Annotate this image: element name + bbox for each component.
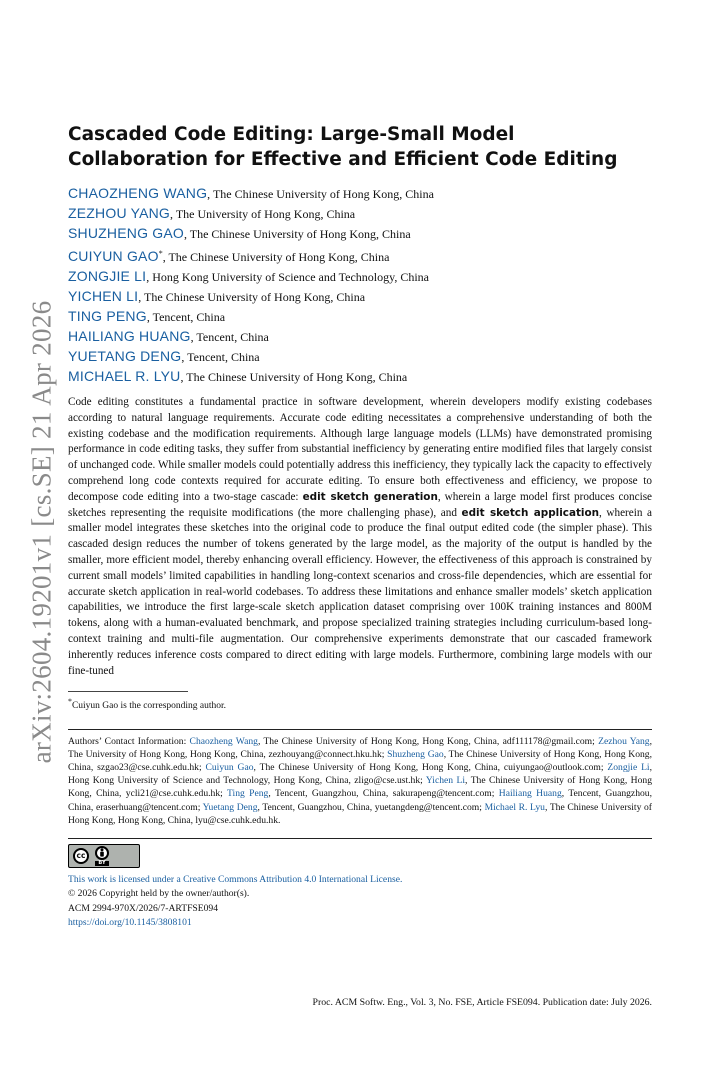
arxiv-sidebar <box>22 272 62 792</box>
cc-by-license-badge[interactable] <box>68 844 140 868</box>
author-entry <box>68 327 652 347</box>
contact-author-link[interactable]: Shuzheng Gao <box>387 748 444 760</box>
author-affiliation: , Hong Kong University of Science and Technology, China <box>146 270 430 284</box>
contact-author-link[interactable]: Yuetang Deng <box>202 801 258 813</box>
author-affiliation: , Tencent, China <box>146 310 226 324</box>
contact-text: , Tencent, Guangzhou, China, yuetangdeng@tencent.com; <box>257 801 485 813</box>
abstract-bold-term: edit sketch generation <box>302 490 438 503</box>
contact-text: Authors’ Contact Information: <box>68 735 190 747</box>
author-entry <box>68 204 652 224</box>
footnote-mark: * <box>68 697 72 707</box>
author-entry <box>68 367 652 387</box>
paper-title: Cascaded Code Editing: Large-Small Model Collaboration for Effective and Efficient Code Editing <box>68 124 618 170</box>
contact-text: , The Chinese University of Hong Kong, Hong Kong, China, adf111178@gmail.com; <box>257 735 599 747</box>
author-affiliation: , The Chinese University of Hong Kong, China <box>183 227 411 241</box>
author-entry <box>68 347 652 367</box>
author-name[interactable]: CHAOZHENG WANG <box>68 185 208 201</box>
contact-text: , The University of Hong Kong, Hong Kong, China, zezhouyang@connect.hku.hk; <box>68 735 653 760</box>
author-name[interactable]: YICHEN LI <box>68 288 139 304</box>
copyright-line: © 2026 Copyright held by the owner/author(s). <box>68 888 250 900</box>
running-footer: Proc. ACM Softw. Eng., Vol. 3, No. FSE, Article FSE094. Publication date: July 2026. <box>312 997 652 1008</box>
author-name[interactable]: ZONGJIE LI <box>68 268 147 284</box>
contact-text: , Hong Kong University of Science and Technology, Hong Kong, China, zligo@cse.ust.hk; <box>68 761 652 787</box>
author-name[interactable]: SHUZHENG GAO <box>68 225 184 241</box>
abstract-text: , wherein a smaller model integrates these sketches into the original code to produce the final output edited code (the simpler phase). This cascaded design reduces the number of tokens generated by the large model, as the majority of the output is handled by the smaller, more efficient model, thereby enhancing overall efficiency. However, the effectiveness of this approach is constrained by current small models’ limited capabilities in handling long-context scenarios and cross-file dependencies, which are essential for accurate sketch application in real-world codebases. To address these limitations and enhance smaller models’ sketch application capabilities, we introduce the first large-scale sketch application dataset comprising over 100K training instances and 800M tokens, along with a human-evaluated benchmark, and propose specialized training strategies including curriculum-based long-context training and multi-file augmentation. Our comprehensive experiments demonstrate that our cascaded framework inherently reduces inference costs compared to direct editing with large models. Furthermore, combining large models with our fine-tuned <box>68 506 653 677</box>
author-affiliation: , The Chinese University of Hong Kong, China <box>207 187 434 201</box>
contact-author-link[interactable]: Zongjie Li <box>607 761 650 773</box>
acm-identifier: ACM 2994-970X/2026/7-ARTFSE094 <box>68 902 219 914</box>
author-name[interactable]: TING PENG <box>68 308 147 324</box>
contact-author-link[interactable]: Michael R. Lyu <box>484 801 545 813</box>
contact-text: , The Chinese University of Hong Kong, Hong Kong, China, cuiyungao@outlook.com; <box>253 761 608 773</box>
author-name[interactable]: MICHAEL R. LYU <box>68 368 181 384</box>
contact-author-link[interactable]: Chaozheng Wang <box>189 735 258 747</box>
contact-text: , The Chinese University of Hong Kong, Hong Kong, China, ycli21@cse.cuhk.edu.hk; <box>68 775 652 800</box>
cc-icon: cc <box>73 848 89 864</box>
author-list <box>68 184 652 387</box>
contact-author-link[interactable]: Cuiyun Gao <box>205 761 254 773</box>
abstract-text: , wherein a large model first produces concise sketches representing the requisite modifications (the more challenging phase), and <box>68 490 653 519</box>
author-affiliation: , Tencent, China <box>181 350 260 364</box>
contact-author-link[interactable]: Ting Peng <box>227 788 269 800</box>
contact-author-link[interactable]: Zezhou Yang <box>598 735 650 747</box>
author-contact-information <box>68 735 652 827</box>
author-name[interactable]: ZEZHOU YANG <box>68 205 171 221</box>
contact-text: , Tencent, Guangzhou, China, sakurapeng@tencent.com; <box>268 788 499 800</box>
author-entry <box>68 267 652 287</box>
corresponding-author-mark: * <box>158 249 163 258</box>
author-affiliation: , The Chinese University of Hong Kong, China <box>162 250 390 264</box>
license-info <box>68 873 652 931</box>
license-rule <box>68 838 652 839</box>
attribution-person-icon <box>95 846 109 860</box>
contact-text: , Tencent, Guangzhou, China, eraserhuang@tencent.com; <box>68 788 652 813</box>
author-entry <box>68 307 652 327</box>
contact-text: , The Chinese University of Hong Kong, Hong Kong, China, szgao23@cse.cuhk.edu.hk; <box>68 748 653 773</box>
author-name[interactable]: CUIYUN GAO <box>68 248 159 264</box>
author-entry <box>68 184 652 204</box>
author-entry <box>68 287 652 307</box>
footnote <box>68 695 652 713</box>
footnote-rule <box>68 691 188 692</box>
paper-first-page <box>68 122 652 931</box>
arxiv-identifier: arXiv:2604.19201v1 [cs.SE] 21 Apr 2026 <box>26 300 57 764</box>
doi-link[interactable]: https://doi.org/10.1145/3808101 <box>68 917 192 929</box>
contact-rule <box>68 729 652 730</box>
author-affiliation: , The University of Hong Kong, China <box>170 207 356 221</box>
by-label: BY <box>95 861 108 866</box>
author-affiliation: , Tencent, China <box>190 330 269 344</box>
contact-text: , The Chinese University of Hong Kong, Hong Kong, China, lyu@cse.cuhk.edu.hk. <box>68 801 653 826</box>
footnote-text: Cuiyun Gao is the corresponding author. <box>71 701 227 712</box>
author-entry <box>68 244 652 267</box>
author-name[interactable]: YUETANG DENG <box>68 348 182 364</box>
author-affiliation: , The Chinese University of Hong Kong, China <box>138 290 366 304</box>
abstract-text: Code editing constitutes a fundamental practice in software development, wherein developers modify existing codebases according to natural language requirements. Accurate code editing necessitates a comprehensive understanding of both the existing codebase and the modification requirements. Although large language models (LLMs) have demonstrated promising performance in code editing tasks, they suffer from substantial inefficiency by generating entire modified files that largely consist of unchanged code. While smaller models could potentially address this inefficiency, they typically lack the capacity to effectively comprehend long code contexts required for accurate editing. To ensure both effectiveness and efficiency, we propose to decompose code editing into a two-stage cascade: <box>68 396 652 503</box>
abstract <box>68 395 652 679</box>
abstract-bold-term: edit sketch application <box>461 506 600 519</box>
author-name[interactable]: HAILIANG HUANG <box>68 328 191 344</box>
author-entry <box>68 224 652 244</box>
contact-author-link[interactable]: Hailiang Huang <box>498 788 562 800</box>
license-statement-link[interactable]: This work is licensed under a Creative Commons Attribution 4.0 International License. <box>68 873 403 885</box>
author-affiliation: , The Chinese University of Hong Kong, China <box>180 370 408 384</box>
contact-author-link[interactable]: Yichen Li <box>425 775 466 787</box>
